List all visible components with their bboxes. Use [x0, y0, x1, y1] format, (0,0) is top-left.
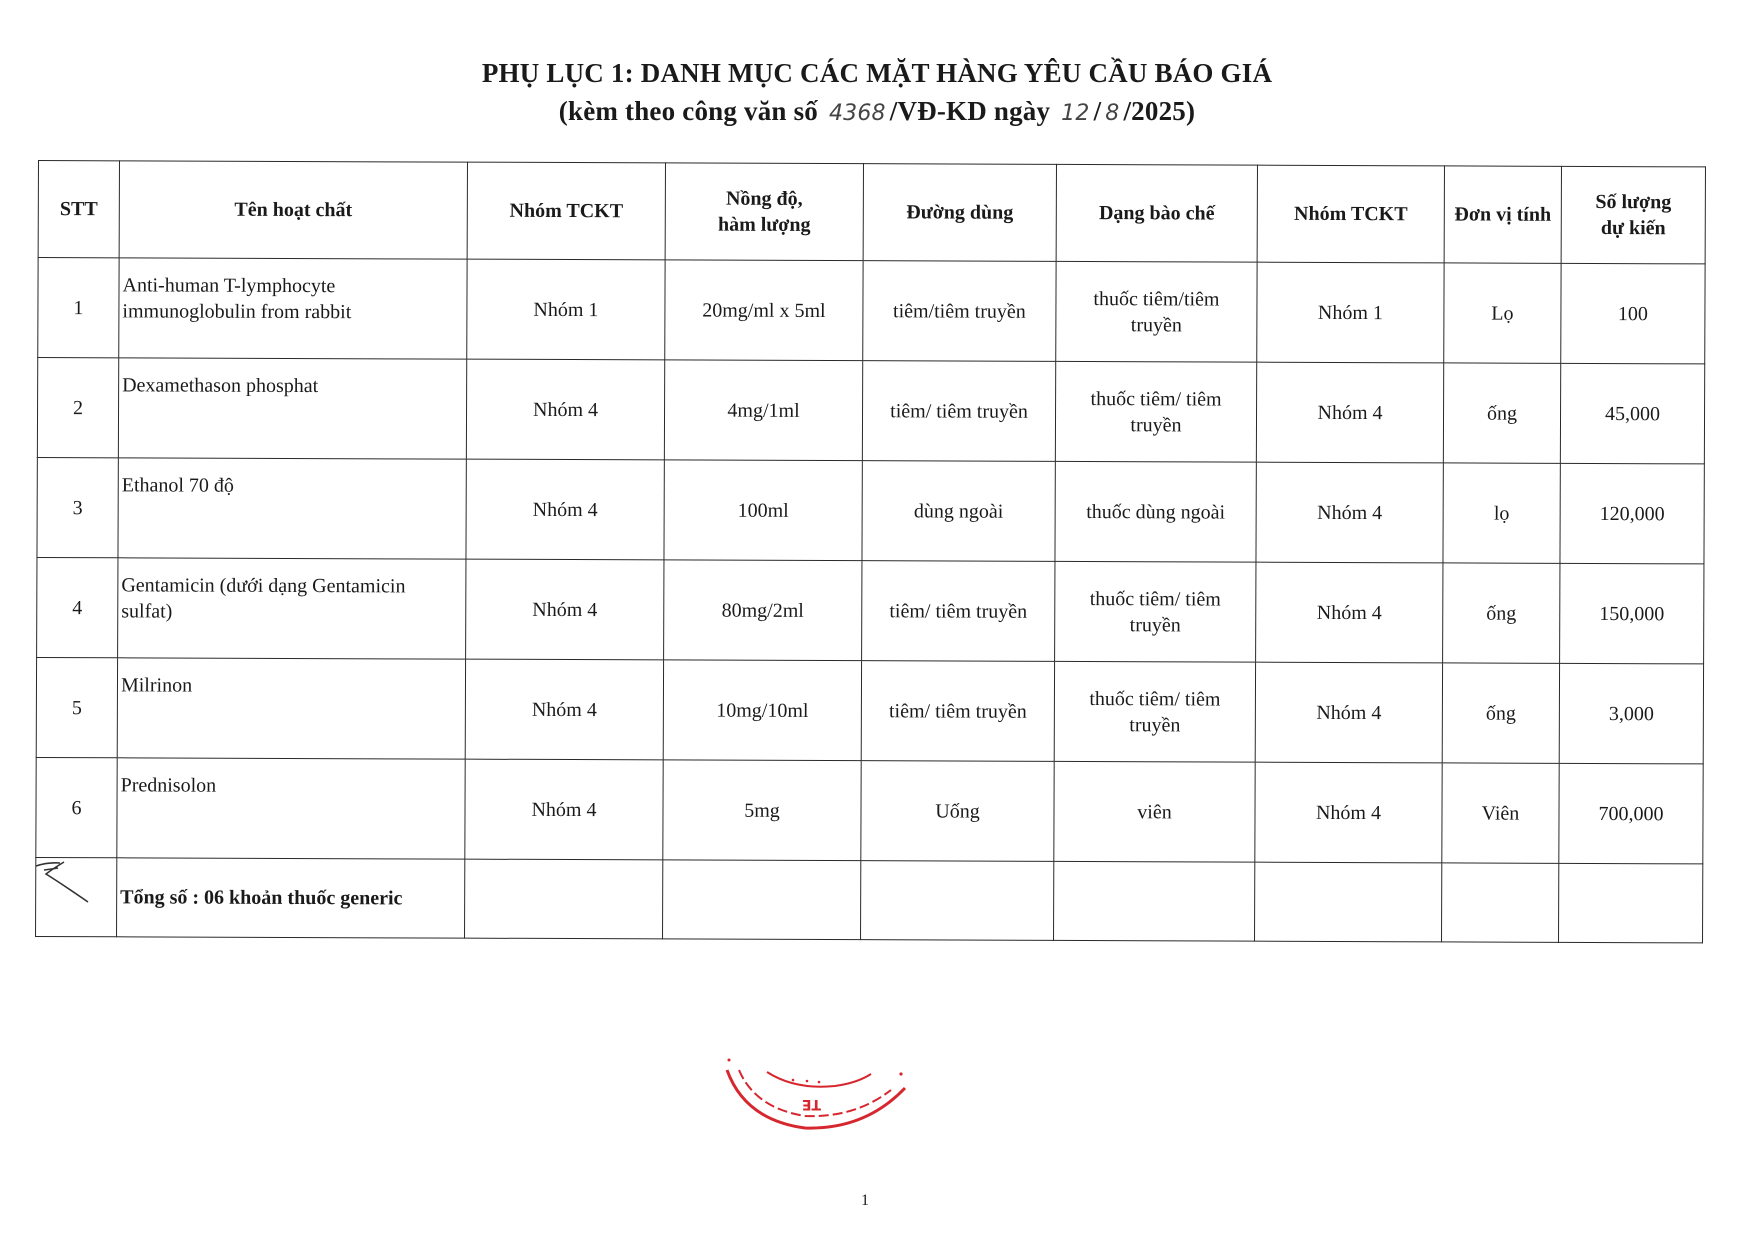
cell-form: thuốc dùng ngoài [1055, 461, 1256, 562]
cell-name: Anti-human T-lymphocyte immunoglobulin from rabbit [119, 258, 467, 359]
cell-empty [1255, 862, 1442, 942]
table-row [38, 258, 1705, 364]
header-dosage-form: Dạng bào chế [1056, 164, 1257, 262]
cell-unit: Lọ [1444, 263, 1561, 363]
cell-quantity: 100 [1561, 263, 1705, 364]
header-strength: Nồng độ, hàm lượng [665, 163, 863, 261]
table-row [36, 757, 1703, 863]
cell-quantity: 3,000 [1559, 663, 1703, 764]
cell-route: tiêm/ tiêm truyền [861, 661, 1054, 762]
cell-quantity: 150,000 [1560, 563, 1704, 664]
cell-unit: ống [1443, 563, 1560, 663]
header-group-tckt-2: Nhóm TCKT [1257, 165, 1444, 263]
cell-form: thuốc tiêm/ tiêm truyền [1055, 361, 1256, 462]
table-row [37, 358, 1704, 464]
cell-strength: 4mg/1ml [664, 360, 862, 461]
header-stt: STT [38, 161, 119, 258]
cell-route: dùng ngoài [862, 461, 1055, 562]
total-label: Tổng số : 06 khoản thuốc generic [117, 858, 465, 938]
cell-form: thuốc tiêm/tiêm truyền [1056, 261, 1257, 362]
price-quote-table [35, 160, 1706, 943]
cell-group-2: Nhóm 4 [1256, 362, 1443, 463]
header-route: Đường dùng [863, 164, 1056, 262]
table-row [36, 657, 1703, 763]
cell-quantity: 120,000 [1560, 463, 1704, 564]
header-group-tckt: Nhóm TCKT [467, 162, 665, 260]
cell-stt: 6 [36, 757, 117, 857]
cell-route: tiêm/ tiêm truyền [862, 361, 1055, 462]
handwritten-month: 8 [1105, 101, 1120, 126]
cell-empty [663, 860, 861, 940]
table-row [37, 557, 1704, 663]
cell-strength: 20mg/ml x 5ml [665, 260, 863, 361]
cell-unit: lọ [1443, 463, 1560, 563]
svg-text:TE: TE [801, 1096, 821, 1112]
cell-empty [1442, 863, 1559, 942]
cell-strength: 5mg [663, 760, 861, 861]
cell-group-2: Nhóm 1 [1257, 262, 1444, 363]
cell-group: Nhóm 4 [466, 459, 664, 560]
header-active-ingredient: Tên hoạt chất [119, 161, 467, 259]
table-header-row [38, 161, 1705, 264]
cell-name: Prednisolon [117, 758, 465, 859]
cell-group: Nhóm 4 [466, 359, 664, 460]
cell-strength: 10mg/10ml [663, 660, 861, 761]
cell-route: Uống [861, 761, 1054, 862]
table-total-row [36, 857, 1703, 942]
red-seal-stamp [715, 1050, 915, 1140]
cell-group-2: Nhóm 4 [1255, 762, 1442, 863]
cell-strength: 80mg/2ml [664, 560, 862, 661]
cell-form: thuốc tiêm/ tiêm truyền [1055, 561, 1256, 662]
cell-stt: 3 [37, 457, 118, 557]
header-unit: Đơn vị tính [1444, 166, 1561, 263]
cell-route: tiêm/tiêm truyền [863, 261, 1056, 362]
cell-stt: 2 [37, 358, 118, 458]
cell-empty [465, 859, 663, 939]
subtitle-prefix: (kèm theo công văn số [558, 96, 818, 126]
cell-stt: 4 [37, 557, 118, 657]
cell-group: Nhóm 4 [465, 659, 663, 760]
cell-unit: ống [1443, 363, 1560, 463]
cell-name: Dexamethason phosphat [118, 358, 466, 459]
document-title: PHỤ LỤC 1: DANH MỤC CÁC MẶT HÀNG YÊU CẦU BÁO GIÁ [481, 58, 1273, 88]
cell-name: Ethanol 70 độ [118, 458, 466, 559]
cell-unit: Viên [1442, 763, 1559, 863]
cell-group: Nhóm 1 [467, 259, 665, 360]
cell-name: Gentamicin (dưới dạng Gentamicin sulfat) [118, 558, 466, 659]
cell-form: thuốc tiêm/ tiêm truyền [1054, 661, 1255, 762]
cell-group: Nhóm 4 [465, 759, 663, 860]
table-row [37, 457, 1704, 563]
cell-empty [1054, 861, 1255, 941]
cell-unit: ống [1442, 663, 1559, 763]
cell-name: Milrinon [117, 658, 465, 759]
cell-group-2: Nhóm 4 [1256, 562, 1443, 663]
cell-strength: 100ml [664, 460, 862, 561]
cell-route: tiêm/ tiêm truyền [862, 561, 1055, 662]
header-quantity: Số lượng dự kiến [1561, 166, 1705, 264]
cell-stt: 5 [36, 657, 117, 757]
subtitle-middle: /VĐ-KD ngày [889, 96, 1051, 126]
handwritten-doc-number: 4368 [828, 101, 886, 126]
cell-empty [861, 861, 1054, 941]
cell-group-2: Nhóm 4 [1256, 462, 1443, 563]
handwritten-day: 12 [1061, 101, 1090, 126]
document-subtitle: (kèm theo công văn số 4368 /VĐ-KD ngày 12 / 8 /2025) [558, 96, 1196, 126]
cell-empty [1559, 863, 1703, 943]
page-number: 1 [861, 1192, 869, 1209]
cell-group-2: Nhóm 4 [1255, 662, 1442, 763]
handwritten-initial-mark [34, 858, 94, 908]
cell-quantity: 45,000 [1560, 363, 1704, 464]
cell-stt: 1 [38, 258, 119, 358]
subtitle-year: /2025) [1123, 96, 1196, 126]
cell-form: viên [1054, 761, 1255, 862]
cell-group: Nhóm 4 [466, 559, 664, 660]
cell-quantity: 700,000 [1559, 763, 1703, 864]
